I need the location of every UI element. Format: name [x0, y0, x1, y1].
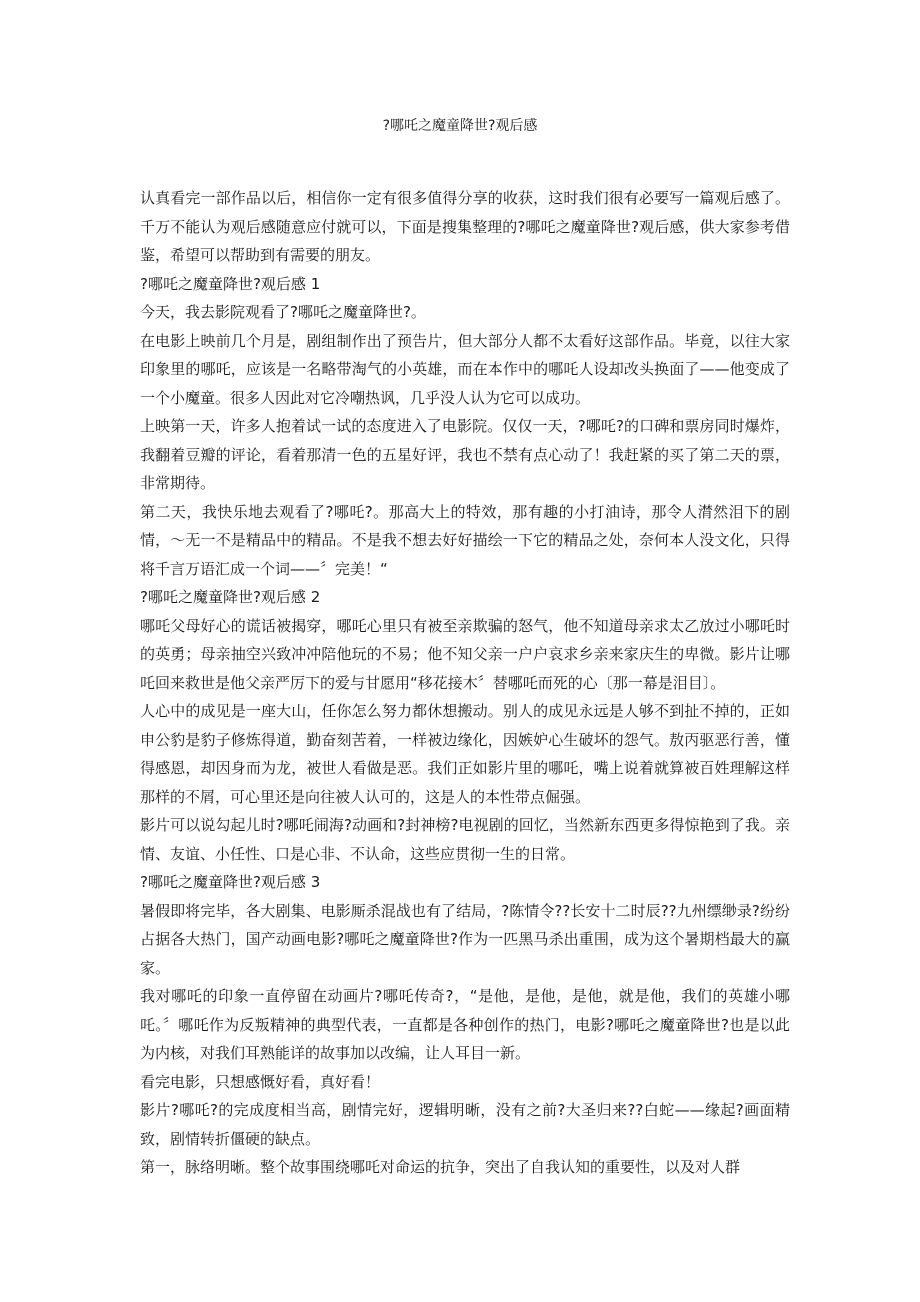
paragraph: 第二天，我快乐地去观看了?哪吒?。那高大上的特效，那有趣的小打油诗，那令人潸然泪下的剧情，～无一不是精品中的精品。不是我不想去好好描绘一下它的精品之处，奈何本人没文化，只得将千言万语汇成一个词——〞完美！“	[140, 502, 790, 578]
paragraph-intro: 认真看完一部作品以后，相信你一定有很多值得分享的收获，这时我们很有必要写一篇观后感了。千万不能认为观后感随意应付就可以，下面是搜集整理的?哪吒之魔童降世?观后感，供大家参考借鉴，希望可以帮助到有需要的朋友。	[140, 189, 790, 264]
paragraph: 影片可以说勾起儿时?哪吒闹海?动画和?封神榜?电视剧的回忆，当然新东西更多得惊艳到了我。亲情、友谊、小任性、口是心非、不认命，这些应贯彻一生的日常。	[140, 816, 790, 863]
paragraph: 第一，脉络明晰。整个故事围绕哪吒对命运的抗争，突出了自我认知的重要性，以及对人群	[140, 1158, 741, 1176]
paragraph: 哪吒父母好心的谎话被揭穿，哪吒心里只有被至亲欺骗的怒气，他不知道母亲求太乙放过小哪吒时的英勇；母亲抽空兴致冲冲陪他玩的不易；他不知父亲一户户哀求乡亲来家庆生的卑微。影片让哪吒回来救世是他父亲严厉下的爱与甘愿用“移花接木〞替哪吒而死的心〔那一幕是泪目〕。	[140, 616, 790, 692]
paragraph: 人心中的成见是一座大山，任你怎么努力都休想搬动。别人的成见永远是人够不到扯不掉的，正如申公豹是豹子修炼得道，勤奋刻苦着，一样被边缘化，因嫉妒心生破坏的怨气。敖丙驱恶行善，懂得感恩，却因身而为龙，被世人看做是恶。我们正如影片里的哪吒，嘴上说着就算被百姓理解这样那样的不屑，可心里还是向往被人认可的，这是人的本性带点倔强。	[140, 702, 790, 806]
section-heading-1: ?哪吒之魔童降世?观后感 1	[140, 274, 321, 293]
paragraph: 在电影上映前几个月是，剧组制作出了预告片，但大部分人都不太看好这部作品。毕竟，以往大家印象里的哪吒，应该是一名略带淘气的小英雄，而在本作中的哪吒人设却改头换面了——他变成了一个小魔童。很多人因此对它冷嘲热讽，几乎没人认为它可以成功。	[140, 331, 790, 407]
paragraph: 看完电影，只想感慨好看，真好看！	[140, 1072, 381, 1091]
paragraph: 上映第一天，许多人抱着试一试的态度进入了电影院。仅仅一天，?哪吒?的口碑和票房同时爆炸，我翻着豆瓣的评论，看着那清一色的五星好评，我也不禁有点心动了！我赶紧的买了第二天的票，非常期待。	[140, 417, 790, 492]
paragraph: 暑假即将完毕，各大剧集、电影厮杀混战也有了结局，?陈情令??长安十二时辰??九州缥缈录?纷纷占据各大热门，国产动画电影?哪吒之魔童降世?作为一匹黑马杀出重围，成为这个暑期档最大的赢家。	[140, 901, 790, 977]
paragraph: 我对哪吒的印象一直停留在动画片?哪吒传奇?，“是他，是他，是他，就是他，我们的英雄小哪吒。〞哪吒作为反叛精神的典型代表，一直都是各种创作的热门，电影?哪吒之魔童降世?也是以此为内核，对我们耳熟能详的故事加以改编，让人耳目一新。	[140, 987, 790, 1062]
paragraph: 影片?哪吒?的完成度相当高，剧情完好，逻辑明晰，没有之前?大圣归来??白蛇——缘起?画面精致，剧情转折僵硬的缺点。	[140, 1101, 790, 1148]
document-title: ?哪吒之魔童降世?观后感	[382, 118, 538, 134]
section-heading-2: ?哪吒之魔童降世?观后感 2	[140, 588, 321, 606]
document-body	[140, 184, 790, 1182]
paragraph: 今天，我去影院观看了?哪吒之魔童降世?。	[140, 303, 426, 321]
section-heading-3: ?哪吒之魔童降世?观后感 3	[140, 873, 321, 891]
